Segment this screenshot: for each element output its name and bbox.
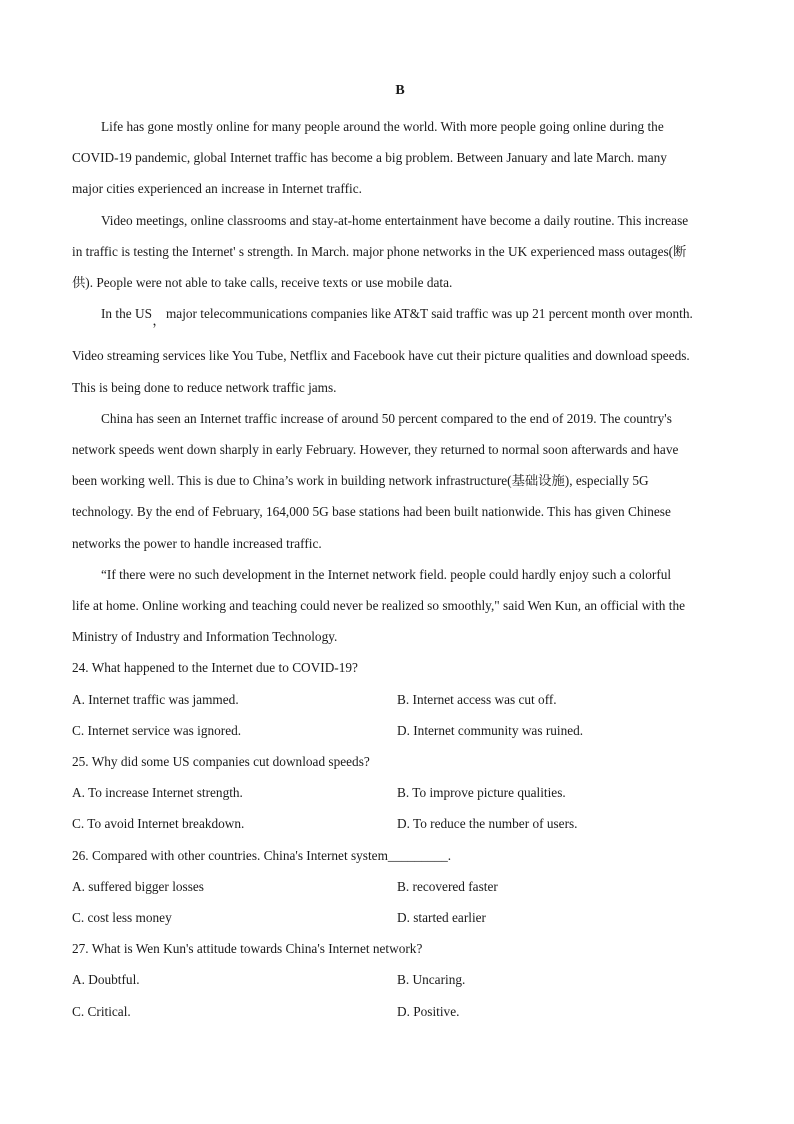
question-25-options-row-2 xyxy=(72,808,728,839)
document-page xyxy=(72,80,728,1027)
question-25-option-d[interactable]: D. To reduce the number of users. xyxy=(397,816,578,832)
question-24-option-b[interactable]: B. Internet access was cut off. xyxy=(397,691,557,707)
question-24-option-a[interactable]: A. Internet traffic was jammed. xyxy=(72,691,239,707)
paragraph-line: Life has gone mostly online for many people around the world. With more people going online during the xyxy=(101,119,664,134)
question-26-options-row-2 xyxy=(72,902,728,933)
paragraph-line: networks the power to handle increased traffic. xyxy=(72,535,322,551)
question-26-option-a[interactable]: A. suffered bigger losses xyxy=(72,878,204,894)
paragraph-3 xyxy=(72,298,728,403)
paragraph-line: 供). People were not able to take calls, receive texts or use mobile data. xyxy=(72,275,453,291)
question-26-option-b[interactable]: B. recovered faster xyxy=(397,878,498,894)
question-26-options-row-1 xyxy=(72,871,728,902)
question-25-option-c[interactable]: C. To avoid Internet breakdown. xyxy=(72,816,245,832)
paragraph-line: life at home. Online working and teaching could never be realized so smoothly," said Wen Kun, an official with the xyxy=(72,598,686,614)
us-line-start: In the US xyxy=(101,306,152,322)
question-27-option-d[interactable]: D. Positive. xyxy=(397,1003,460,1019)
paragraph-line: Video streaming services like You Tube, Netflix and Facebook have cut their picture qualities and download speeds. xyxy=(72,348,690,364)
question-25-option-a[interactable]: A. To increase Internet strength. xyxy=(72,785,243,801)
question-26-stem: 26. Compared with other countries. China's Internet system_________. xyxy=(72,847,452,863)
question-24-option-c[interactable]: C. Internet service was ignored. xyxy=(72,722,242,738)
us-line-end: major telecommunications companies like AT&T said traffic was up 21 percent month over month. xyxy=(165,306,693,322)
question-26-option-d[interactable]: D. started earlier xyxy=(397,910,486,926)
question-25-stem: 25. Why did some US companies cut download speeds? xyxy=(72,754,370,770)
question-25-options-row-1 xyxy=(72,777,728,808)
paragraph-line xyxy=(72,298,728,329)
question-24-stem: 24. What happened to the Internet due to COVID-19? xyxy=(72,660,358,676)
paragraph-1 xyxy=(72,111,728,205)
question-27-option-b[interactable]: B. Uncaring. xyxy=(397,972,466,988)
paragraph-line: been working well. This is due to China’s work in building network infrastructure(基础设施), especially 5G xyxy=(72,473,649,489)
section-title: B xyxy=(395,83,405,98)
question-27-option-c[interactable]: C. Critical. xyxy=(72,1003,131,1019)
question-27-stem: 27. What is Wen Kun's attitude towards China's Internet network? xyxy=(72,941,423,957)
question-24-options-row-1 xyxy=(72,684,728,715)
paragraph-2 xyxy=(72,205,728,299)
paragraph-line: network speeds went down sharply in early February. However, they returned to normal soon afterwards and have xyxy=(72,442,679,458)
paragraph-line: China has seen an Internet traffic increase of around 50 percent compared to the end of 2019. The country's xyxy=(101,410,672,426)
question-25-option-b[interactable]: B. To improve picture qualities. xyxy=(397,785,566,801)
question-27-options-row-1 xyxy=(72,964,728,995)
question-24-option-d[interactable]: D. Internet community was ruined. xyxy=(397,722,584,738)
question-27-option-a[interactable]: A. Doubtful. xyxy=(72,972,140,988)
paragraph-line: Video meetings, online classrooms and stay-at-home entertainment have become a daily routine. This increase xyxy=(101,212,689,228)
question-26-option-c[interactable]: C. cost less money xyxy=(72,910,172,926)
paragraph-line: This is being done to reduce network traffic jams. xyxy=(72,379,337,395)
paragraph-line: in traffic is testing the Internet' s strength. In March. major phone networks in the UK experienced mass outages(断 xyxy=(72,243,687,259)
paragraph-line: “If there were no such development in the Internet network field. people could hardly enjoy such a colorful xyxy=(101,566,672,582)
paragraph-line: major cities experienced an increase in Internet traffic. xyxy=(72,181,362,197)
paragraph-line: COVID-19 pandemic, global Internet traffic has become a big problem. Between January and late March. many xyxy=(72,150,667,166)
paragraph-line: Ministry of Industry and Information Technology. xyxy=(72,629,338,645)
paragraph-line: technology. By the end of February, 164,000 5G base stations had been built nationwide. This has given Chinese xyxy=(72,504,671,520)
paragraph-5 xyxy=(72,559,728,653)
question-24-options-row-2 xyxy=(72,715,728,746)
us-line-comma: ， xyxy=(152,313,166,329)
question-27-options-row-2 xyxy=(72,996,728,1027)
paragraph-4 xyxy=(72,403,728,559)
